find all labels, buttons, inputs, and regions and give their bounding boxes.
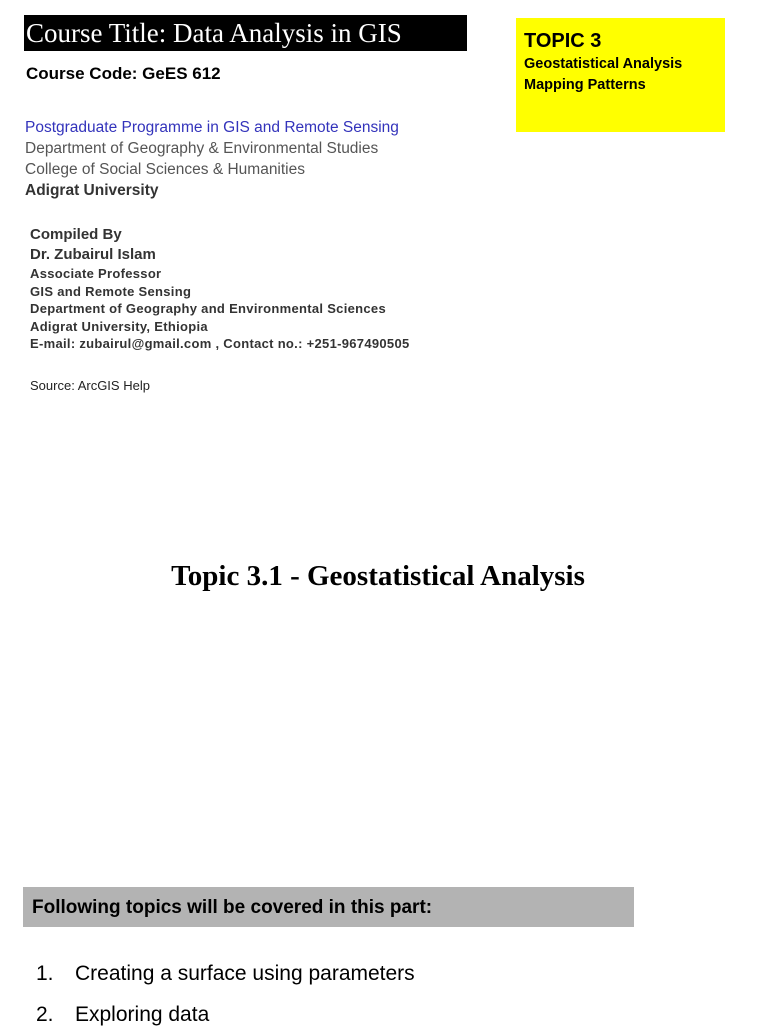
list-item-number: 1. (36, 962, 54, 985)
topic-box-line2: Mapping Patterns (524, 77, 646, 93)
author-name: Dr. Zubairul Islam (30, 246, 156, 263)
topics-heading: Following topics will be covered in this part: (23, 887, 634, 927)
author-dept: Department of Geography and Environmental Sciences (30, 301, 386, 316)
main-title: Topic 3.1 - Geostatistical Analysis (171, 560, 585, 592)
programme-line: Postgraduate Programme in GIS and Remote Sensing (25, 119, 399, 136)
topic-box-title: TOPIC 3 (524, 30, 602, 52)
course-code: Course Code: GeES 612 (26, 64, 221, 83)
list-item-text: Creating a surface using parameters (75, 962, 415, 985)
list-item (36, 994, 415, 1035)
list-item (36, 953, 415, 994)
author-field: GIS and Remote Sensing (30, 283, 192, 299)
university-line: Adigrat University (25, 182, 159, 199)
topics-list (36, 953, 415, 1035)
source-note: Source: ArcGIS Help (30, 378, 150, 393)
author-university: Adigrat University, Ethiopia (30, 318, 208, 334)
list-item-number: 2. (36, 1003, 54, 1026)
institution-block (25, 117, 399, 201)
author-role: Associate Professor (30, 266, 162, 281)
topic-box (516, 18, 725, 132)
college-line: College of Social Sciences & Humanities (25, 161, 305, 178)
compiled-by-block (30, 225, 410, 353)
author-contact: E-mail: zubairul@gmail.com , Contact no.: +251-967490505 (30, 336, 410, 351)
course-title: Course Title: Data Analysis in GIS (24, 15, 467, 51)
department-line: Department of Geography & Environmental Studies (25, 140, 379, 157)
compiled-heading: Compiled By (30, 226, 122, 243)
list-item-text: Exploring data (75, 1003, 210, 1026)
topic-box-line1: Geostatistical Analysis (524, 56, 683, 72)
